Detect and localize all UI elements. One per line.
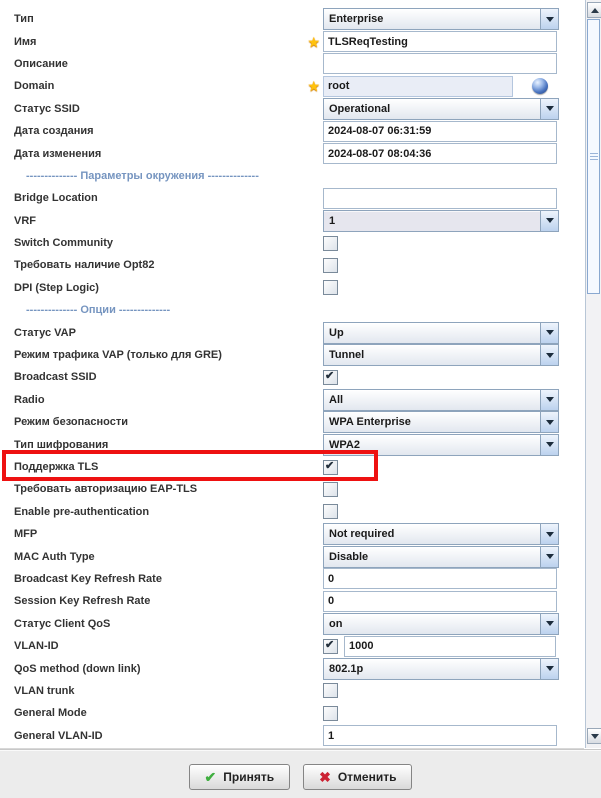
checkbox[interactable] xyxy=(323,258,338,273)
form-row xyxy=(0,613,584,635)
field-label: Режим безопасности xyxy=(14,416,128,429)
control xyxy=(323,482,338,497)
accept-button-label: Принять xyxy=(223,770,275,784)
text-input[interactable] xyxy=(323,568,557,589)
field-label: Поддержка TLS xyxy=(14,461,99,473)
checkbox[interactable] xyxy=(323,504,338,519)
form-row xyxy=(0,590,584,612)
form-row xyxy=(0,478,584,500)
form-row xyxy=(0,232,584,254)
form-row xyxy=(0,321,584,343)
control xyxy=(323,258,338,273)
red-x-icon: ✖ xyxy=(319,769,331,785)
control xyxy=(323,389,559,411)
dropdown-value: 1 xyxy=(329,214,336,227)
field-label: Статус VAP xyxy=(14,326,76,339)
required-star-icon: ★ xyxy=(307,78,320,95)
chevron-down-icon[interactable] xyxy=(540,412,558,432)
checkbox[interactable] xyxy=(323,639,338,654)
dropdown-value: All xyxy=(329,393,344,406)
field-label: Описание xyxy=(14,57,68,70)
chevron-down-icon[interactable] xyxy=(540,99,558,119)
control xyxy=(323,236,338,251)
control xyxy=(323,121,557,142)
form-row xyxy=(0,142,584,164)
checkbox[interactable] xyxy=(323,460,338,475)
chevron-down-icon[interactable] xyxy=(540,9,558,29)
checkbox[interactable] xyxy=(323,236,338,251)
dropdown-value: Disable xyxy=(329,550,369,563)
field-label: VRF xyxy=(14,214,36,227)
field-label: QoS method (down link) xyxy=(14,662,141,675)
control xyxy=(323,504,338,519)
form-row xyxy=(0,389,584,411)
star-slot xyxy=(300,79,323,93)
field-label: Broadcast SSID xyxy=(14,371,97,384)
form-row xyxy=(0,366,584,388)
form-row xyxy=(0,680,584,702)
dropdown-value: Not required xyxy=(329,528,395,541)
form-row xyxy=(0,98,584,120)
dropdown[interactable] xyxy=(323,389,559,411)
text-input[interactable] xyxy=(323,121,557,142)
chevron-down-icon[interactable] xyxy=(540,659,558,679)
text-input[interactable] xyxy=(323,53,557,74)
form-row xyxy=(0,523,584,545)
scrollbar-grip-icon xyxy=(590,156,598,157)
dropdown[interactable] xyxy=(323,434,559,456)
checkbox[interactable] xyxy=(323,706,338,721)
field-label: Требовать наличие Opt82 xyxy=(14,259,155,272)
form-row xyxy=(0,254,584,276)
form-row xyxy=(0,635,584,657)
field-label: General VLAN-ID xyxy=(14,729,103,742)
control xyxy=(323,344,559,366)
control xyxy=(323,636,556,657)
green-check-icon: ✔ xyxy=(204,769,217,785)
field-label: Режим трафика VAP (только для GRE) xyxy=(14,349,222,362)
dropdown[interactable] xyxy=(323,658,559,680)
section-header: -------------- Параметры окружения -------------- xyxy=(26,169,259,182)
form-row xyxy=(0,120,584,142)
dropdown-value: on xyxy=(329,617,343,630)
dropdown[interactable] xyxy=(323,344,559,366)
form-row xyxy=(0,456,584,478)
form-row xyxy=(0,545,584,567)
field-label: Bridge Location xyxy=(14,192,98,205)
checkbox[interactable] xyxy=(323,370,338,385)
form-row xyxy=(0,702,584,724)
form-row xyxy=(0,30,584,52)
control xyxy=(323,591,557,612)
dropdown[interactable] xyxy=(323,98,559,120)
field-label: Switch Community xyxy=(14,237,114,250)
control xyxy=(323,210,559,232)
chevron-down-icon[interactable] xyxy=(540,524,558,544)
field-label: Дата изменения xyxy=(14,147,102,160)
form-row xyxy=(0,53,584,75)
button-bar xyxy=(0,749,601,798)
field-label: MAC Auth Type xyxy=(14,550,95,563)
form-row xyxy=(0,187,584,209)
dropdown[interactable] xyxy=(323,8,559,30)
control xyxy=(323,31,557,52)
dropdown[interactable] xyxy=(323,411,559,433)
control xyxy=(323,725,557,746)
chevron-down-icon[interactable] xyxy=(540,614,558,634)
checkbox[interactable] xyxy=(323,482,338,497)
chevron-down-icon[interactable] xyxy=(540,547,558,567)
dropdown-value: Enterprise xyxy=(329,13,384,26)
form-row xyxy=(0,501,584,523)
form-row xyxy=(0,411,584,433)
field-label: Статус Client QoS xyxy=(14,617,111,630)
dropdown[interactable] xyxy=(323,322,559,344)
field-label: DPI (Step Logic) xyxy=(14,281,99,294)
text-input[interactable] xyxy=(323,143,557,164)
control xyxy=(323,188,557,209)
cancel-button[interactable] xyxy=(303,764,412,790)
form-row xyxy=(0,725,584,747)
scroll-down-button[interactable] xyxy=(587,728,601,744)
scroll-up-button[interactable] xyxy=(587,2,601,18)
control xyxy=(323,523,559,545)
accept-button[interactable] xyxy=(189,764,291,790)
dropdown[interactable] xyxy=(323,210,559,232)
dropdown-value: WPA2 xyxy=(329,438,360,451)
field-label: Domain xyxy=(14,80,55,93)
dropdown-value: 802.1p xyxy=(329,662,364,675)
text-input[interactable] xyxy=(344,636,556,657)
control xyxy=(323,613,559,635)
dropdown-value: WPA Enterprise xyxy=(329,416,411,429)
dropdown-value: Up xyxy=(329,326,344,339)
vertical-scrollbar[interactable] xyxy=(585,0,601,748)
control xyxy=(323,98,559,120)
dropdown-value: Tunnel xyxy=(329,349,365,362)
scrollbar-thumb[interactable] xyxy=(587,19,600,294)
control xyxy=(323,683,338,698)
field-label: Enable pre-authentication xyxy=(14,505,150,518)
control xyxy=(323,53,557,74)
form-row xyxy=(0,657,584,679)
text-input[interactable] xyxy=(323,31,557,52)
field-label: Статус SSID xyxy=(14,102,80,115)
checkbox[interactable] xyxy=(323,280,338,295)
text-input[interactable] xyxy=(323,188,557,209)
field-label: Тип xyxy=(14,13,34,26)
section-header: -------------- Опции -------------- xyxy=(26,304,171,317)
control xyxy=(323,8,559,30)
form-row xyxy=(0,8,584,30)
chevron-down-icon[interactable] xyxy=(540,435,558,455)
field-label: Дата создания xyxy=(14,125,94,138)
control xyxy=(323,370,338,385)
control xyxy=(323,568,557,589)
cancel-button-label: Отменить xyxy=(337,770,397,784)
field-label: Broadcast Key Refresh Rate xyxy=(14,572,162,585)
checkbox[interactable] xyxy=(323,683,338,698)
form-row xyxy=(0,277,584,299)
field-label: VLAN trunk xyxy=(14,684,75,697)
chevron-down-icon[interactable] xyxy=(540,345,558,365)
form-row xyxy=(0,210,584,232)
control xyxy=(323,658,559,680)
form-row xyxy=(0,433,584,455)
text-input[interactable] xyxy=(323,725,557,746)
dropdown[interactable] xyxy=(323,546,559,568)
text-input[interactable] xyxy=(323,591,557,612)
field-label: Тип шифрования xyxy=(14,438,109,451)
field-label: VLAN-ID xyxy=(14,640,59,653)
field-label: General Mode xyxy=(14,707,87,720)
control xyxy=(323,546,559,568)
chevron-down-icon[interactable] xyxy=(540,390,558,410)
field-label: Требовать авторизацию EAP-TLS xyxy=(14,483,198,496)
control xyxy=(323,76,548,97)
control xyxy=(323,143,557,164)
form-row xyxy=(0,568,584,590)
dropdown[interactable] xyxy=(323,523,559,545)
globe-icon[interactable] xyxy=(532,78,548,94)
dropdown-value: Operational xyxy=(329,102,391,115)
control xyxy=(323,322,559,344)
domain-field[interactable] xyxy=(323,76,513,97)
form-row xyxy=(0,75,584,97)
control xyxy=(323,434,559,456)
chevron-down-icon[interactable] xyxy=(540,323,558,343)
star-slot xyxy=(300,35,323,49)
field-label: Radio xyxy=(14,393,45,406)
field-label: Session Key Refresh Rate xyxy=(14,595,151,608)
required-star-icon: ★ xyxy=(307,33,320,50)
dropdown[interactable] xyxy=(323,613,559,635)
field-label: Имя xyxy=(14,35,37,48)
chevron-down-icon[interactable] xyxy=(540,211,558,231)
control xyxy=(323,460,338,475)
form-row xyxy=(0,344,584,366)
field-label: MFP xyxy=(14,528,38,541)
control xyxy=(323,706,338,721)
control xyxy=(323,411,559,433)
control xyxy=(323,280,338,295)
